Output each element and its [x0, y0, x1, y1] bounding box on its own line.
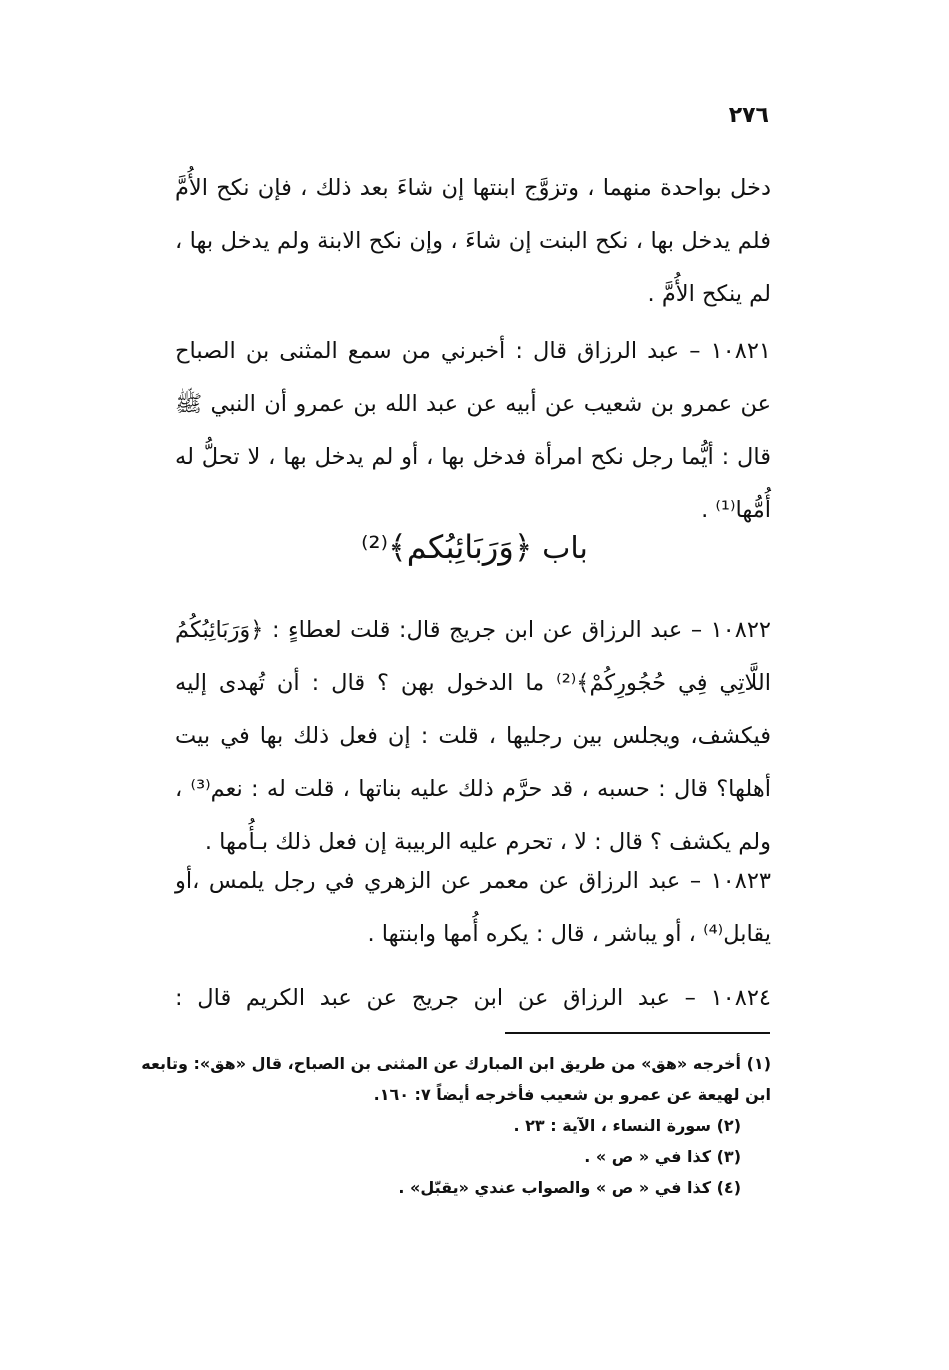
footnote-divider	[505, 1032, 770, 1034]
chapter-heading	[0, 528, 949, 566]
footnote-3: (٣) كذا في « ص » .	[584, 1147, 741, 1166]
hadith-10824: ١٠٨٢٤ – عبد الرزاق عن ابن جريج عن عبد الكريم قال :	[175, 985, 771, 1011]
page-number: ٢٧٦	[728, 103, 769, 128]
chapter-heading-quote: ﴿وَرَبَائِبُكم﴾	[387, 528, 533, 566]
footnote-4: (٤) كذا في « ص » والصواب عندي «يقبّل» .	[398, 1178, 741, 1197]
footnote-1: (١) أخرجه «هق» من طريق ابن المبارك عن المثنى بن الصباح، قال «هق»: وتابعه	[141, 1054, 771, 1073]
footnote-2: (٢) سورة النساء ، الآية : ٢٣ .	[513, 1116, 741, 1135]
footnote-1-continuation: ابن لهيعة عن عمرو بن شعيب فأخرجه أيضاً ٧: ١٦٠.	[373, 1085, 771, 1104]
footnotes	[96, 1048, 771, 1203]
hadith-10823: ١٠٨٢٣ – عبد الرزاق عن معمر عن الزهري في رجل يلمس ،أو يقابل⁽⁴⁾ ، أو يباشر ، قال : يكره أُمها وابنتها .	[175, 868, 771, 947]
hadith-10821: ١٠٨٢١ – عبد الرزاق قال : أخبرني من سمع المثنى بن الصباح عن عمرو بن شعيب عن أبيه عن عبد الله بن عمرو أن النبي ﷺ قال : أيُّما رجل نكح امرأة فدخل بها ، أو لم يدخل بها ، لا تحلُّ له أُمُّها⁽¹⁾ .	[175, 338, 771, 523]
chapter-heading-ref: ⁽²⁾	[361, 531, 388, 566]
hadith-10822: ١٠٨٢٢ – عبد الرزاق عن ابن جريج قال: قلت لعطاءٍ : ﴿وَرَبَائِبُكُمُ اللَّاتِي فِي حُجُورِكُمْ﴾⁽²⁾ ما الدخول بهن ؟ قال : أن تُهدى إليه فيكشف، ويجلس بين رجليها ، قلت : إن فعل ذلك بها في بيت أهلها؟ قال : حسبه ، قد حرَّم ذلك عليه بناتها ، قلت له : نعم⁽³⁾ ، ولم يكشف ؟ قال : لا ، تحرم عليه الربيبة إن فعل ذلك بـأُمها .	[175, 617, 771, 855]
paragraph-continuation: دخل بواحدة منهما ، وتزوَّج ابنتها إن شاءَ بعد ذلك ، فإن نكح الأُمَّ فلم يدخل بها ، نكح البنت إن شاءَ ، وإن نكح الابنة ولم يدخل بها ، لم ينكح الأُمَّ .	[175, 175, 771, 307]
chapter-heading-prefix: باب	[542, 531, 588, 566]
